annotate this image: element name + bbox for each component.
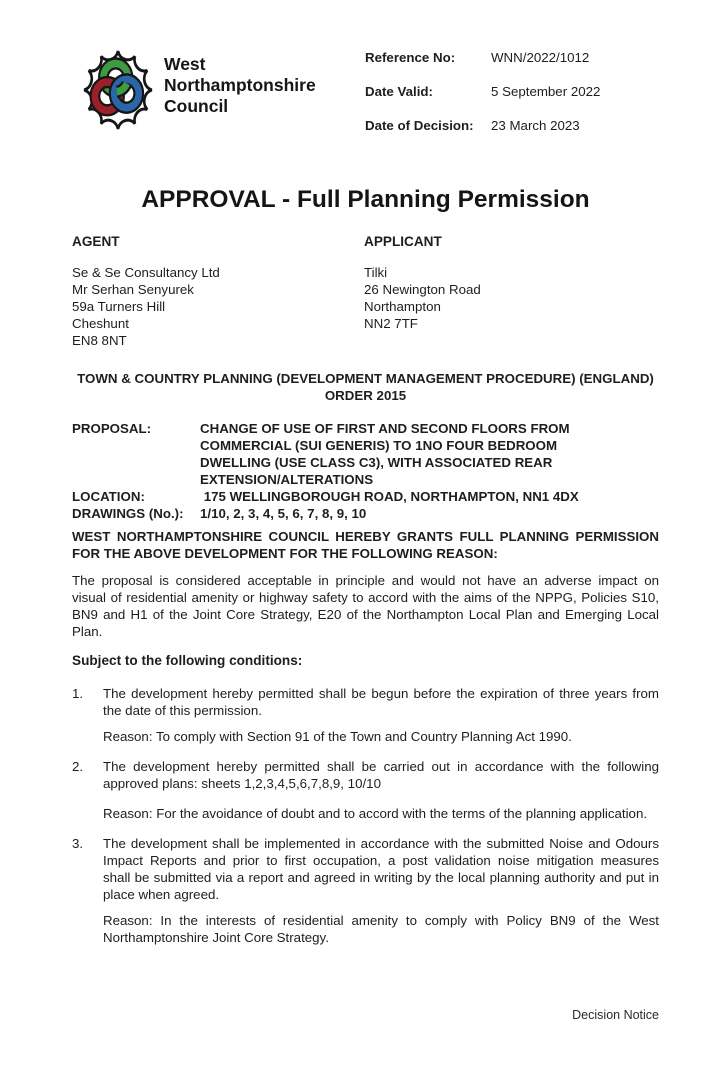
- application-value-line: 1/10, 2, 3, 4, 5, 6, 7, 8, 9, 10: [200, 506, 367, 521]
- condition-text: [103, 835, 659, 946]
- condition-reason-line: Reason: In the interests of residential amenity to comply with Policy BN9 of the West: [103, 913, 659, 928]
- act-heading: [72, 370, 659, 404]
- application-value-line: CHANGE OF USE OF FIRST AND SECOND FLOORS FROM: [200, 421, 570, 436]
- condition-body-line: The development hereby permitted shall be begun before the expiration of three years from: [103, 686, 659, 701]
- condition-number: 3.: [72, 836, 84, 851]
- reference-row: [365, 118, 659, 133]
- council-name-line: Council: [164, 96, 229, 116]
- application-label: PROPOSAL:: [72, 421, 152, 436]
- condition-reason-line: Northamptonshire Joint Core Strategy.: [103, 930, 329, 945]
- grant-statement-line: WEST NORTHAMPTONSHIRE COUNCIL HEREBY GRANTS FULL PLANNING PERMISSION: [72, 529, 659, 544]
- act-heading-line: ORDER 2015: [324, 388, 407, 403]
- condition-item: [72, 835, 659, 946]
- agent-address-line: Mr Serhan Senyurek: [72, 282, 194, 297]
- applicant-address-line: 26 Newington Road: [364, 282, 481, 297]
- condition-reason: [103, 728, 659, 745]
- grant-reason-paragraph: [72, 572, 659, 640]
- footer-label: Decision Notice: [572, 1008, 659, 1022]
- agent-address: [72, 264, 364, 349]
- application-value-line: 175 WELLINGBOROUGH ROAD, NORTHAMPTON, NN1 4DX: [200, 489, 579, 504]
- condition-body-line: The development hereby permitted shall be carried out in accordance with the following: [103, 759, 659, 774]
- condition-reason: [103, 912, 659, 946]
- council-name-line: West: [164, 54, 206, 74]
- reference-label: Date Valid:: [365, 84, 433, 99]
- council-brand: [78, 44, 316, 136]
- document-header: [72, 44, 659, 152]
- applicant-address-line: Northampton: [364, 299, 441, 314]
- council-name-line: Northamptonshire: [164, 75, 316, 95]
- reference-value: 23 March 2023: [491, 118, 580, 133]
- application-value: [200, 420, 659, 488]
- reference-row: [365, 50, 659, 65]
- conditions-heading: Subject to the following conditions:: [72, 653, 303, 668]
- decision-notice-page: [0, 44, 725, 946]
- condition-item: [72, 685, 659, 745]
- application-value-line: EXTENSION/ALTERATIONS: [200, 472, 374, 487]
- agent-heading: AGENT: [72, 234, 120, 249]
- application-value: [200, 505, 659, 522]
- application-label: DRAWINGS (No.):: [72, 506, 184, 521]
- condition-body-line: The development shall be implemented in accordance with the submitted Noise and Odours: [103, 836, 659, 851]
- condition-body-line: approved plans: sheets 1,2,3,4,5,6,7,8,9, 10/10: [103, 776, 381, 791]
- condition-number: 2.: [72, 759, 84, 774]
- condition-reason-line: Reason: For the avoidance of doubt and to accord with the terms of the planning application.: [103, 806, 648, 821]
- applicant-address-line: Tilki: [364, 265, 388, 280]
- applicant-address: [364, 264, 659, 332]
- reference-label: Reference No:: [365, 50, 456, 65]
- reference-block: [365, 50, 659, 152]
- application-details: [72, 420, 659, 522]
- grant-reason-line: Plan.: [72, 624, 103, 639]
- agent-address-line: 59a Turners Hill: [72, 299, 166, 314]
- reference-value: WNN/2022/1012: [491, 50, 590, 65]
- applicant-address-line: NN2 7TF: [364, 316, 418, 331]
- application-value-line: COMMERCIAL (SUI GENERIS) TO 1NO FOUR BEDROOM: [200, 438, 558, 453]
- parties-section: [72, 234, 659, 349]
- application-row: [72, 488, 659, 505]
- council-name: [164, 54, 316, 136]
- applicant-column: [364, 234, 659, 349]
- condition-number: 1.: [72, 686, 84, 701]
- condition-item: [72, 758, 659, 822]
- application-label: LOCATION:: [72, 489, 145, 504]
- application-row: [72, 420, 659, 488]
- agent-column: [72, 234, 364, 349]
- condition-body-line: the date of this permission.: [103, 703, 262, 718]
- act-heading-line: TOWN & COUNTRY PLANNING (DEVELOPMENT MANAGEMENT PROCEDURE) (ENGLAND): [77, 371, 654, 386]
- reference-label: Date of Decision:: [365, 118, 474, 133]
- application-row: [72, 505, 659, 522]
- reference-value: 5 September 2022: [491, 84, 601, 99]
- conditions-list: [72, 685, 659, 946]
- condition-text: [103, 758, 659, 822]
- grant-statement-line: FOR THE ABOVE DEVELOPMENT FOR THE FOLLOWING REASON:: [72, 546, 498, 561]
- condition-body-line: place when agreed.: [103, 887, 220, 902]
- application-value: [200, 488, 659, 505]
- condition-text: [103, 685, 659, 745]
- condition-body-line: Impact Reports and prior to first occupation, a post validation noise mitigation measures: [103, 853, 659, 868]
- condition-reason: [103, 805, 659, 822]
- grant-reason-line: BN9 and H1 of the Joint Core Strategy, E20 of the Northampton Local Plan and Emerging Local: [72, 607, 659, 622]
- reference-row: [365, 84, 659, 99]
- decision-title: APPROVAL - Full Planning Permission: [141, 186, 590, 213]
- grant-reason-line: visual of residential amenity or highway safety to accord with the aims of the NPPG, Policies S10,: [72, 590, 659, 605]
- condition-body-line: shall be submitted via a report and agreed in writing by the local planning authority and put in: [103, 870, 659, 885]
- applicant-heading: APPLICANT: [364, 234, 442, 249]
- council-logo-icon: [78, 44, 158, 136]
- agent-address-line: Cheshunt: [72, 316, 129, 331]
- grant-statement: [72, 528, 659, 562]
- grant-reason-line: The proposal is considered acceptable in principle and would not have an adverse impact on: [72, 573, 659, 588]
- agent-address-line: Se & Se Consultancy Ltd: [72, 265, 220, 280]
- agent-address-line: EN8 8NT: [72, 333, 127, 348]
- application-value-line: DWELLING (USE CLASS C3), WITH ASSOCIATED REAR: [200, 455, 553, 470]
- condition-reason-line: Reason: To comply with Section 91 of the Town and Country Planning Act 1990.: [103, 729, 572, 744]
